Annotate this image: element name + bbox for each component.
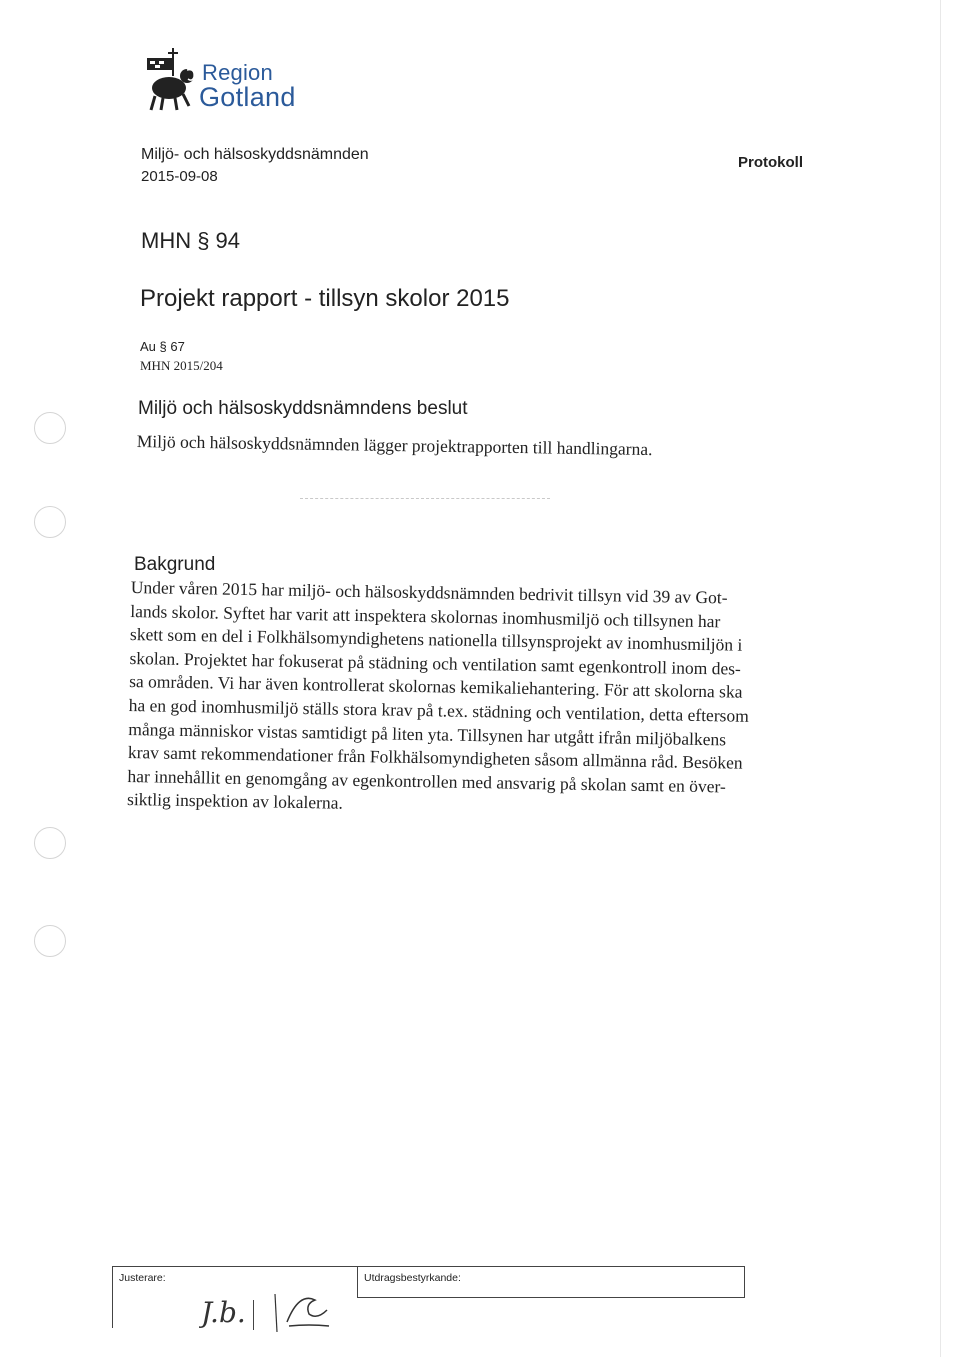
utdrag-cell: [357, 1266, 745, 1298]
separator-dashes: [300, 498, 550, 499]
committee-name: Miljö- och hälsoskyddsnämnden: [141, 146, 369, 163]
document-type: Protokoll: [738, 154, 804, 171]
background-line: sa områden. Vi har även kontrollerat skolornas kemikaliehantering. För att skolorna ska: [128, 671, 743, 703]
reference-case-number: MHN 2015/204: [140, 358, 223, 373]
signature-box-divider: [253, 1300, 254, 1330]
meeting-date: 2015-09-08: [141, 168, 218, 185]
background-line: siktlig inspektion av lokalerna.: [126, 789, 344, 814]
signature-initials: J.b.: [201, 1296, 246, 1329]
decision-text: Miljö och hälsoskyddsnämnden lägger projektrapporten till handlingarna.: [136, 431, 653, 460]
background-line: många människor vistas samtidigt på liten yta. Tillsynen har utgått ifrån miljöbalkens: [128, 718, 727, 749]
justerare-cell: [112, 1266, 358, 1328]
punch-hole: [34, 412, 66, 444]
section-number: MHN § 94: [141, 228, 241, 253]
background-line: Under våren 2015 har miljö- och hälsoskyddsnämnden bedrivit tillsyn vid 39 av Got-: [130, 576, 728, 608]
background-line: krav samt rekommendationer från Folkhälsomyndigheten såsom allmänna råd. Besöken: [127, 742, 743, 773]
punch-hole: [34, 506, 66, 538]
signature-box: [112, 1266, 744, 1328]
background-heading: Bakgrund: [134, 554, 216, 575]
background-line: skett som en del i Folkhälsomyndighetens nationella tillsynsprojekt av inomhusmiljön i: [129, 624, 743, 655]
background-line: skolan. Projektet har fokuserat på städning och ventilation samt egenkontroll inom des-: [129, 647, 742, 679]
background-line: har innehållit en genomgång av egenkontrollen med ansvarig på skolan samt en över-: [127, 765, 726, 797]
utdrag-label: Utdragsbestyrkande:: [364, 1272, 461, 1284]
logo-text-gotland: Gotland: [199, 82, 296, 112]
region-gotland-logo: [143, 46, 313, 116]
punch-hole: [34, 827, 66, 859]
page-edge-line: [940, 0, 941, 1357]
punch-hole: [34, 925, 66, 957]
background-line: ha en god inomhusmiljö ställs stora krav på t.ex. städning och ventilation, detta eftersom: [128, 694, 749, 726]
handwritten-signature: [199, 1292, 359, 1332]
logo-text-region: Region: [202, 60, 273, 85]
background-line: lands skolor. Syftet har varit att inspektera skolornas inomhusmiljö och tillsynen har: [130, 600, 721, 631]
background-body: [127, 576, 771, 823]
decision-heading: Miljö och hälsoskyddsnämndens beslut: [138, 398, 468, 419]
justerare-label: Justerare:: [119, 1272, 166, 1284]
ram-emblem-icon: [143, 46, 201, 112]
page-title: Projekt rapport - tillsyn skolor 2015: [140, 285, 510, 312]
reference-au: Au § 67: [140, 339, 185, 354]
